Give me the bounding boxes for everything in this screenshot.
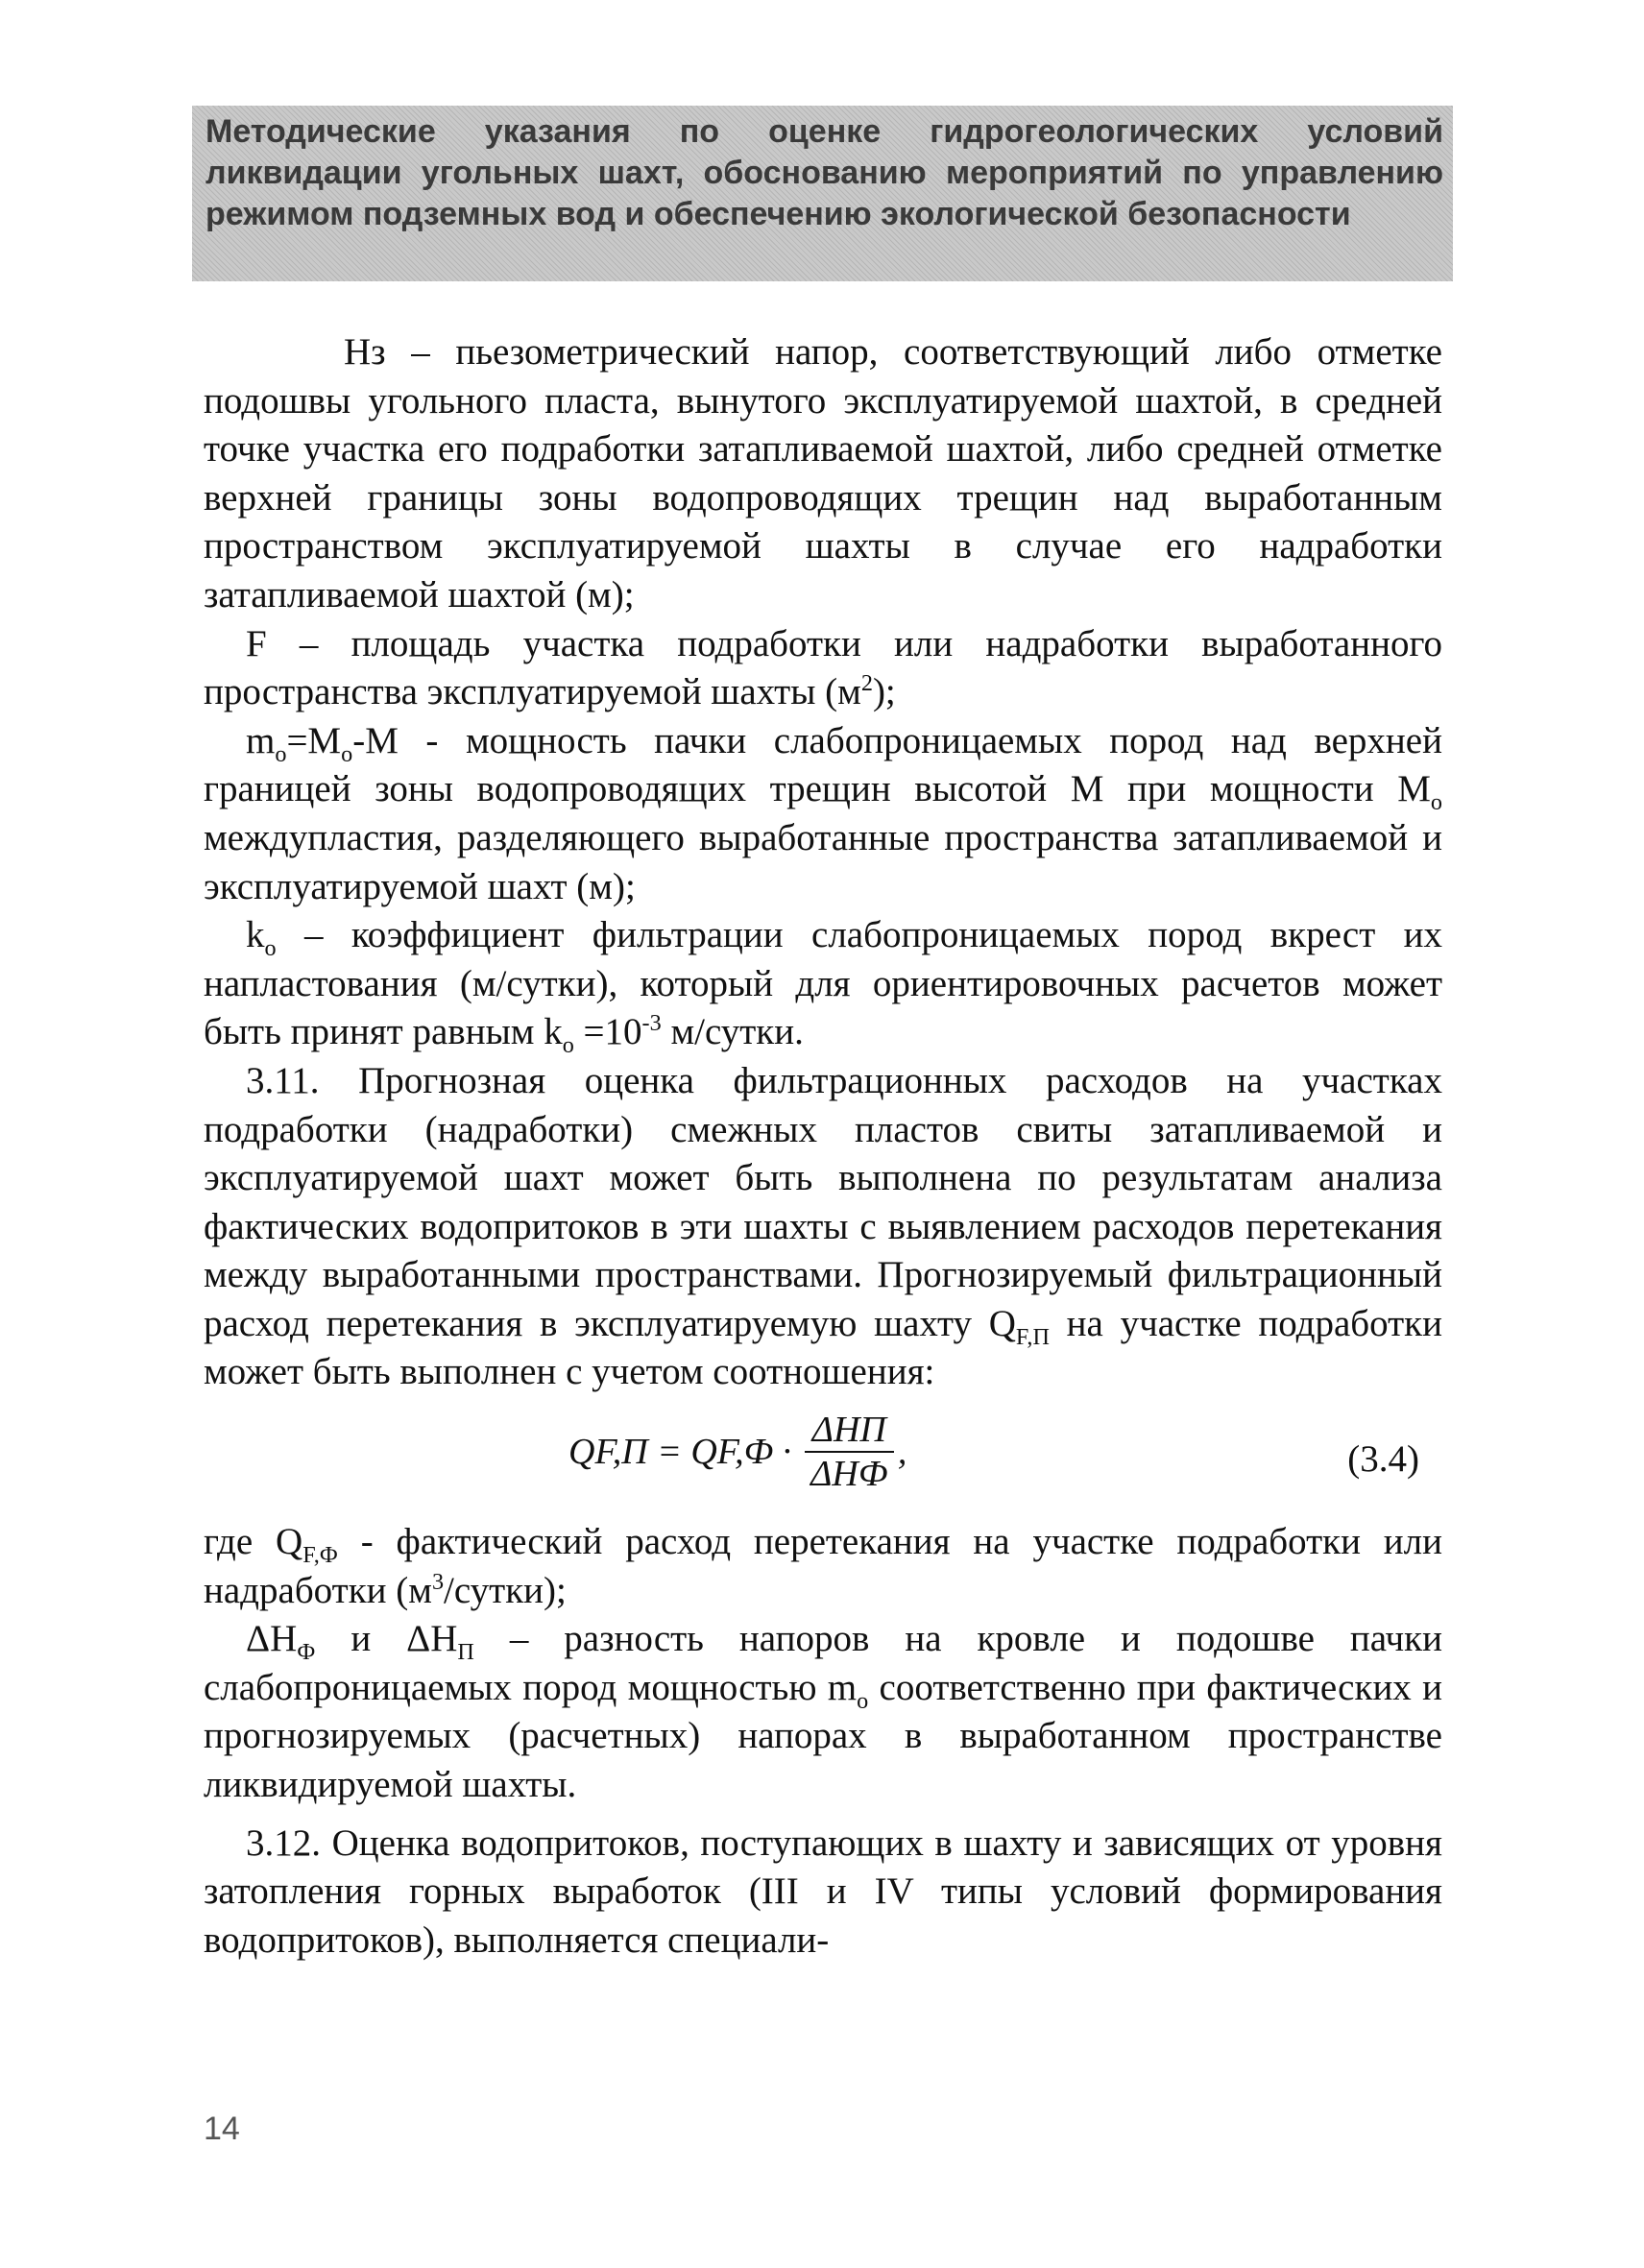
section-3-11: 3.11. Прогнозная оценка фильтрационных расходов на участках подработки (надработки) смежных пластов свиты затапливаемой и эксплуатируемой шахт может быть выполнена по результатам анализа фактических водопритоков в эти шахты с выявлением расходов перетекания между выработанными пространствами. Прогнозируемый фильтрационный расход перетекания в эксплуатируемую шахту $Q_{F,П}$ на участке подработки может быть выполнен с учетом соотношения: <box>204 1059 1442 1393</box>
definition-mo: $m_o=M_o-M$ - мощность пачки слабопроницаемых пород над верхней границей зоны водопроводящих трещин высотой M при мощности $M_o$ междупластия, разделяющего выработанные пространства затапливаемой и эксплуатируемой шахт (м); <box>204 719 1442 907</box>
formula-lhs: QF,П = QF,Ф · <box>568 1432 792 1473</box>
formula-tail: , <box>897 1432 907 1473</box>
definition-hz: Нз – пьезометрический напор, соответствующий либо отметке подошвы угольного пласта, вынутого эксплуатируемой шахтой, в средней точке участка его подработки затапливаемой шахтой, либо средней отметке верхней границы зоны водопроводящих трещин над выработанным пространством эксплуатируемой шахты в случае его надработки затапливаемой шахтой (м); <box>204 331 1442 615</box>
page-number: 14 <box>204 2111 240 2147</box>
formula-number: (3.4) <box>1347 1438 1419 1481</box>
running-header-text: Методические указания по оценке гидрогеологических условий ликвидации угольных шахт, обоснованию мероприятий по управлению режимом подземных вод и обеспечению экологической безопасности <box>206 113 1443 232</box>
formula-expression <box>568 1409 907 1495</box>
formula-3-4 <box>204 1401 1442 1516</box>
running-header <box>192 106 1453 281</box>
page-body <box>204 328 1442 1965</box>
where-qf: где $Q_{F,Ф}$ - фактический расход перетекания на участке подработки или надработки $(м^3/сутки)$; <box>204 1521 1442 1611</box>
formula-denominator: ΔHФ <box>810 1454 888 1495</box>
definition-ko: $k_o$ – коэффициент фильтрации слабопроницаемых пород вкрест их напластования (м/сутки), который для ориентировочных расчетов может быть принят равным $k_o =10^{-3}$ м/сутки. <box>204 914 1442 1059</box>
formula-numerator: ΔHП <box>805 1409 894 1453</box>
where-delta-h: $\Delta Н_Ф$ и $\Delta Н_П$ – разность напоров на кровле и подошве пачки слабопроницаемых пород мощностью $m_o$ соответственно при фактических и прогнозируемых (расчетных) напорах в выработанном пространстве ликвидируемой шахты. <box>204 1618 1442 1806</box>
section-3-12: 3.12. Оценка водопритоков, поступающих в шахту и зависящих от уровня затопления горных выработок (III и IV типы условий формирования водопритоков), выполняется специали- <box>204 1822 1442 1961</box>
definition-f: F – площадь участка подработки или надработки выработанного пространства эксплуатируемой шахты $(м^2)$; <box>204 622 1442 713</box>
formula-fraction <box>805 1409 894 1495</box>
